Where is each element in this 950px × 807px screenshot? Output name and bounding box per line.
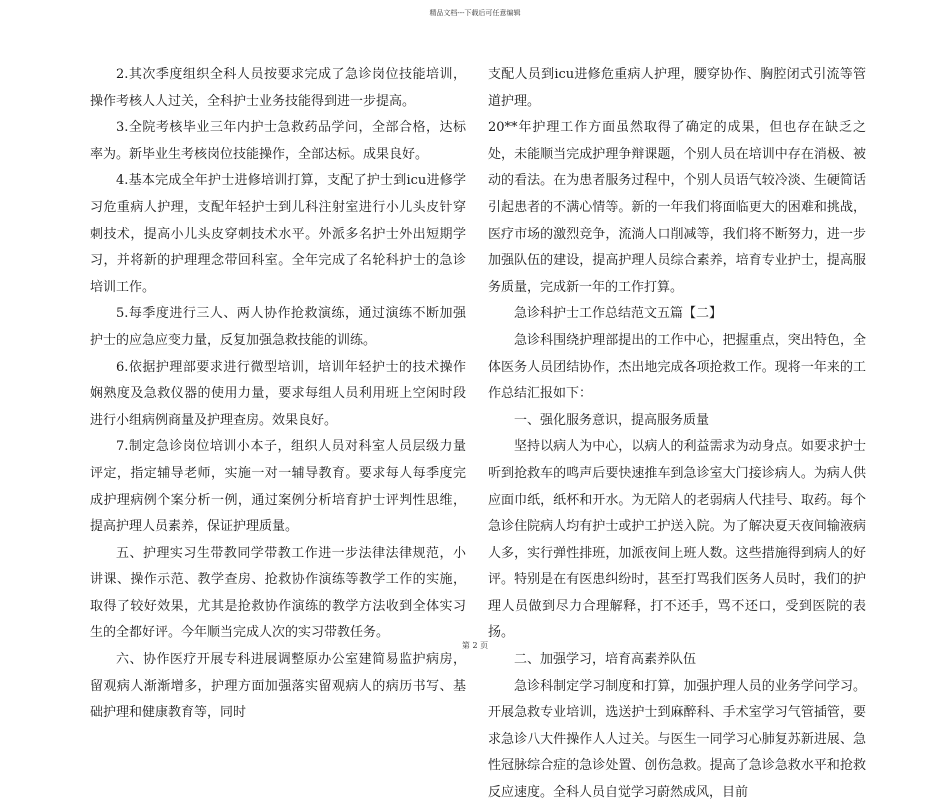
page-header: 精品文档---下载后可任意编辑: [429, 9, 521, 17]
paragraph: 3.全院考核毕业三年内护士急救药品学问，全部合格，达标率为。新毕业生考核岗位技能操作，全部达标。成果良好。: [90, 120, 466, 162]
paragraph: 急诊科制定学习制度和打算，加强护理人员的业务学问学习。开展急救专业培训，选送护士到麻醉科、手术室学习气管插管，要求急诊八大件操作人人过关。与医生一同学习心肺复苏新进展、急性冠脉综合症的急诊处置、创伤急救。提高了急诊急救水平和抢救反应速度。全科人员自觉学习蔚然成风，目前: [488, 678, 866, 801]
right-column: [488, 62, 866, 807]
left-column: [90, 62, 466, 727]
paragraph: 坚持以病人为中心，以病人的利益需求为动身点。如要求护士听到抢救车的鸣声后要快速推车到急诊室大门接诊病人。为病人供应面巾纸，纸杯和开水。为无陪人的老弱病人代挂号、取药。每个急诊住院病人均有护士或护工护送入院。为了解决夏天夜间输液病人多，实行弹性排班，加派夜间上班人数。这些措施得到病人的好评。特别是在有医患纠纷时，甚至打骂我们医务人员时，我们的护理人员做到尽力合理解释，打不还手，骂不还口，受到医院的表扬。: [488, 439, 866, 641]
paragraph: 六、协作医疗开展专科进展调整原办公室建简易监护病房，留观病人渐渐增多，护理方面加强落实留观病人的病历书写、基础护理和健康教育等，同时: [90, 652, 466, 721]
paragraph: 五、护理实习生带教同学带教工作进一步法律法律规范，小讲课、操作示范、教学查房、抢救协作演练等教学工作的实施，取得了较好效果，尤其是抢救协作演练的教学方法收到全体实习生的全都好评。今年顺当完成人次的实习带教任务。: [90, 545, 466, 641]
section-heading: 二、加强学习，培育高素养队伍: [514, 652, 697, 668]
page-number: 第 2 页: [461, 641, 489, 650]
paragraph: 4.基本完成全年护士进修培训打算，支配了护士到icu进修学习危重病人护理，支配年轻护士到儿科注射室进行小儿头皮针穿刺技术，提高小儿头皮穿刺技术水平。外派多名护士外出短期学习，并将新的护理理念带回科室。全年完成了名轮科护士的急诊培训工作。: [90, 173, 466, 295]
paragraph: 7.制定急诊岗位培训小本子，组织人员对科室人员层级力量评定，指定辅导老师，实施一对一辅导教育。要求每人每季度完成护理病例个案分析一例，通过案例分析培育护士评判性思维，提高护理人员素养，保证护理质量。: [90, 439, 466, 535]
section-heading: 一、强化服务意识，提高服务质量: [514, 412, 710, 428]
section-heading: 急诊科护士工作总结范文五篇【二】: [514, 306, 723, 322]
paragraph: 支配人员到icu进修危重病人护理，腰穿协作、胸腔闭式引流等管道护理。: [488, 67, 866, 109]
paragraph: 5.每季度进行三人、两人协作抢救演练，通过演练不断加强护士的应急应变力量，反复加强急救技能的训练。: [90, 306, 466, 348]
paragraph: 20**年护理工作方面虽然取得了确定的成果，但也存在缺乏之处，未能顺当完成护理争辩课题，个别人员在培训中存在消极、被动的看法。在为患者服务过程中，个别人员语气较冷淡、生硬简话引起患者的不满心情等。新的一年我们将面临更大的困难和挑战，医疗市场的激烈竞争，流淌人口削减等，我们将不断努力，进一步加强队伍的建设，提高护理人员综合素养，培育专业护士，提高服务质量，完成新一年的工作打算。: [488, 120, 866, 295]
paragraph: 6.依据护理部要求进行微型培训，培训年轻护士的技术操作娴熟度及急救仪器的使用力量，要求每组人员利用班上空闲时段进行小组病例商量及护理查房。效果良好。: [90, 359, 466, 428]
paragraph: 2.其次季度组织全科人员按要求完成了急诊岗位技能培训，操作考核人人过关，全科护士业务技能得到进一步提高。: [90, 67, 466, 109]
paragraph: 急诊科围绕护理部提出的工作中心，把握重点，突出特色，全体医务人员团结协作，杰出地完成各项抢救工作。现将一年来的工作总结汇报如下：: [488, 332, 866, 402]
